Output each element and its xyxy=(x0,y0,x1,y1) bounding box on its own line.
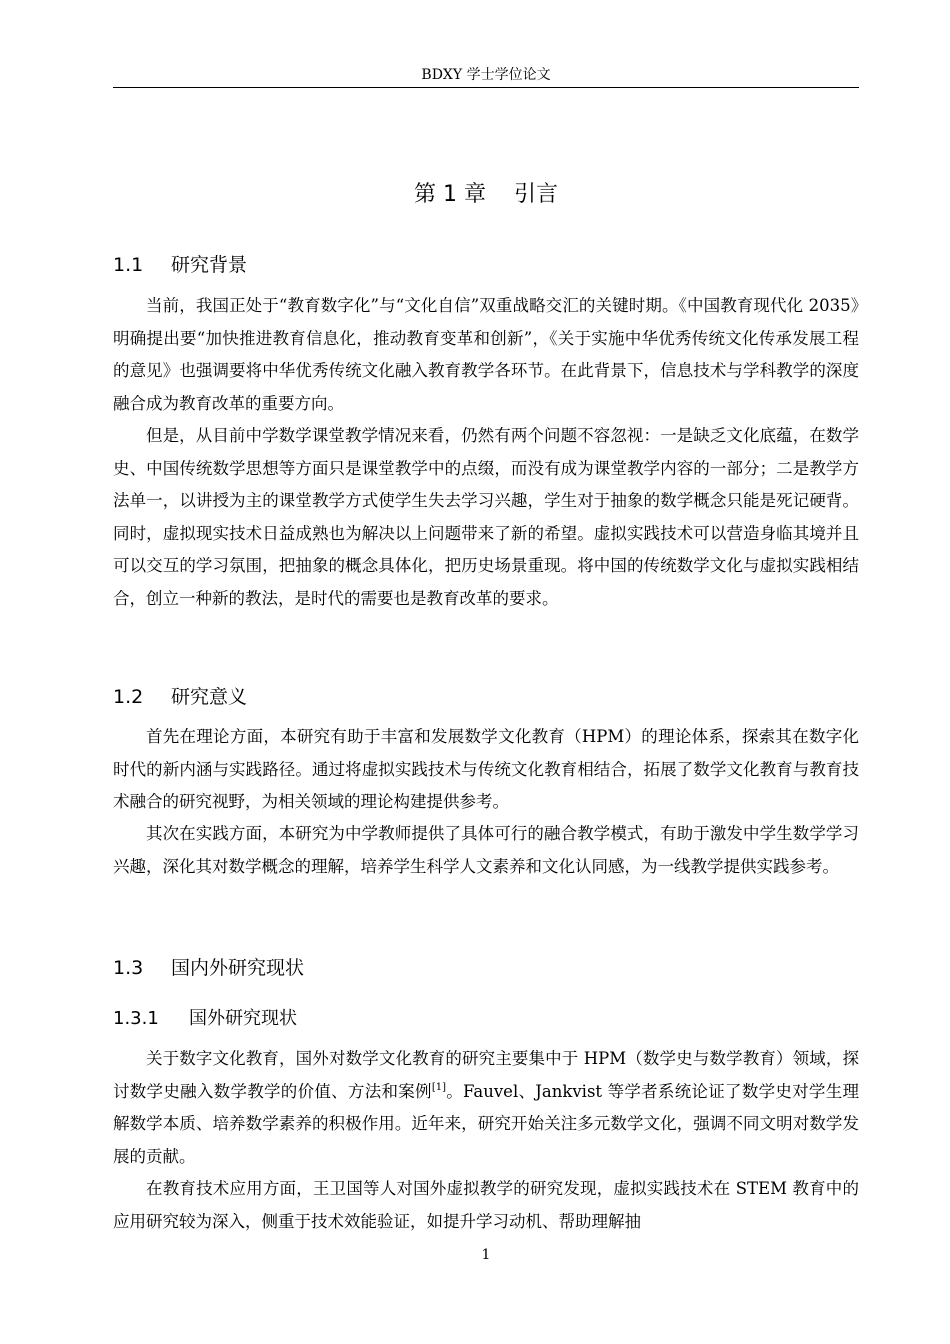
section-title: 研究意义 xyxy=(171,686,248,708)
paragraph-background-2: 但是，从目前中学数学课堂教学情况来看，仍然有两个问题不容忽视：一是缺乏文化底蕴，在数学史、中国传统数学思想等方面只是课堂教学中的点缀，而没有成为课堂教学内容的一部分；二是教学方法单一，以讲授为主的课堂教学方式使学生失去学习兴趣，学生对于抽象的数学概念只能是死记硬背。同时，虚拟现实技术日益成熟也为解决以上问题带来了新的希望。虚拟实践技术可以营造身临其境并且可以交互的学习氛围，把抽象的概念具体化，把历史场景重现。将中国的传统数学文化与虚拟实践相结合，创立一种新的教法，是时代的需要也是教育改革的要求。 xyxy=(113,426,859,608)
paragraph-significance-2: 其次在实践方面，本研究为中学教师提供了具体可行的融合教学模式，有助于激发中学生数学学习兴趣，深化其对数学概念的理解，培养学生科学人文素养和文化认同感，为一线教学提供实践参考。 xyxy=(113,824,859,876)
paragraph-background-1: 当前，我国正处于“教育数字化”与“文化自信”双重战略交汇的关键时期。《中国教育现代化 2035》明确提出要“加快推进教育信息化，推动教育变革和创新”，《关于实施中华优秀传统文化传承发展工程的意见》也强调要将中华优秀传统文化融入教育教学各环节。在此背景下，信息技术与学科教学的深度融合成为教育改革的重要方向。 xyxy=(113,296,859,413)
section-heading-1-1 xyxy=(113,252,247,278)
paragraph-text: 关于数字文化教育，国外对数学文化教育的研究主要集中于 HPM（数学史与数学教育）领域，探讨数学史融入数学教学的价值、方法和案例 xyxy=(113,1049,859,1101)
page-header: BDXY 学士学位论文 xyxy=(421,67,551,83)
paragraph-significance-1: 首先在理论方面，本研究有助于丰富和发展数学文化教育（HPM）的理论体系，探索其在数字化时代的新内涵与实践路径。通过将虚拟实践技术与传统文化教育相结合，拓展了数学文化教育与教育技术融合的研究视野，为相关领域的理论构建提供参考。 xyxy=(113,727,859,811)
section-title: 国内外研究现状 xyxy=(171,957,305,979)
paragraph-text: 。Fauvel、Jankvist 等学者系统论证了数学史对学生理解数学本质、培养数学素养的积极作用。近年来，研究开始关注多元数学文化，强调不同文明对数学发展的贡献。 xyxy=(113,1081,859,1166)
section-number: 1.3 xyxy=(113,957,144,979)
paragraph-foreign-research-1 xyxy=(113,1043,859,1173)
chapter-name: 引言 xyxy=(513,182,558,207)
subsection-heading-1-3-1 xyxy=(113,1006,297,1032)
section-number: 1.2 xyxy=(113,686,144,708)
chapter-title xyxy=(113,180,859,210)
chapter-number: 第 1 章 xyxy=(414,182,486,207)
section-number: 1.1 xyxy=(113,254,144,276)
section-heading-1-3 xyxy=(113,955,304,981)
paragraph-foreign-research-2: 在教育技术应用方面，王卫国等人对国外虚拟教学的研究发现，虚拟实践技术在 STEM 教育中的应用研究较为深入，侧重于技术效能验证，如提升学习动机、帮助理解抽 xyxy=(113,1179,859,1231)
subsection-number: 1.3.1 xyxy=(113,1008,159,1029)
page-number: 1 xyxy=(481,1247,491,1263)
citation-ref[interactable]: [1] xyxy=(431,1081,446,1093)
section-heading-1-2 xyxy=(113,684,247,710)
header-rule xyxy=(113,87,859,88)
subsection-title: 国外研究现状 xyxy=(189,1008,297,1029)
section-title: 研究背景 xyxy=(171,254,248,276)
